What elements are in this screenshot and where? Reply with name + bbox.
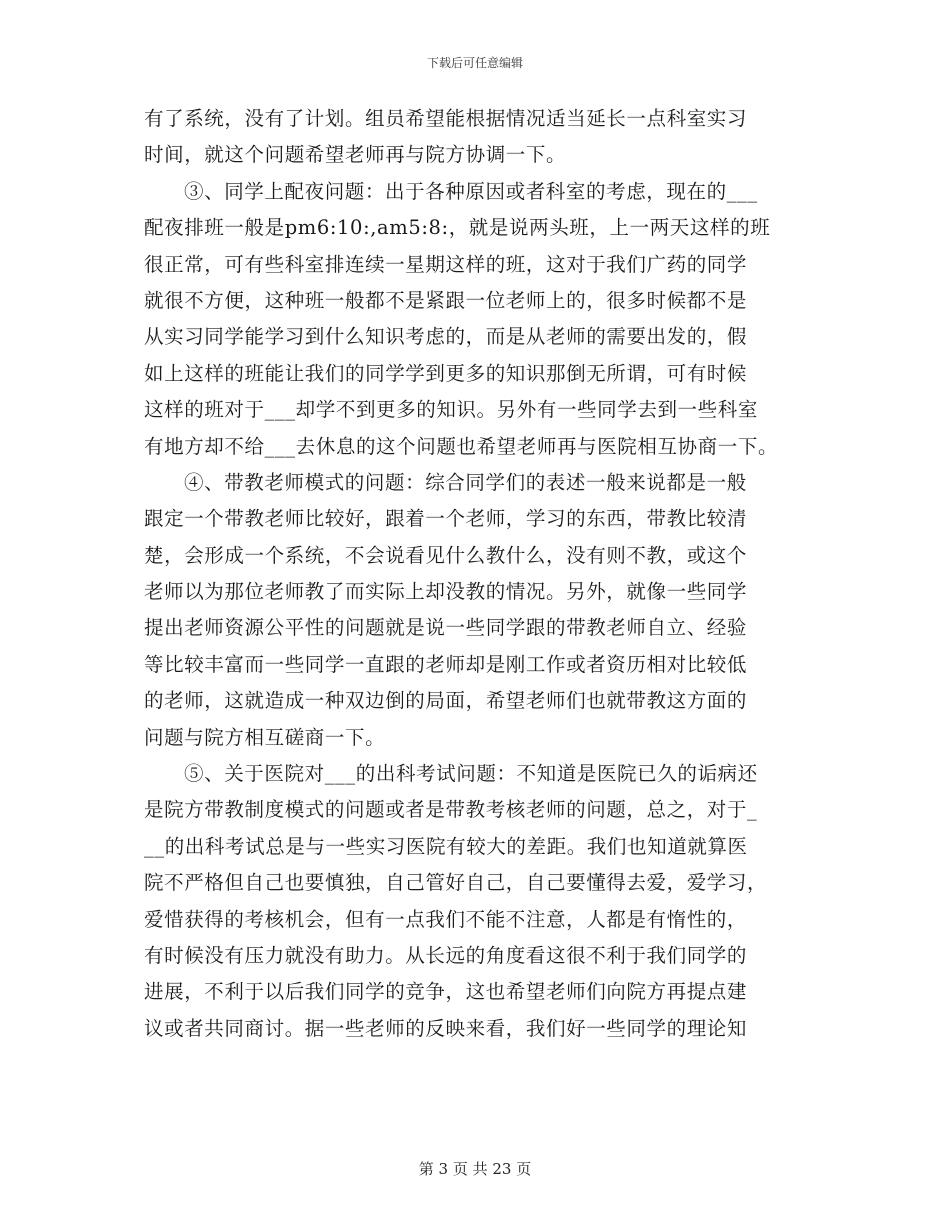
text-line: 议或者共同商讨。据一些老师的反映来看，我们好一些同学的理论知: [144, 1016, 748, 1040]
text-line: 爱惜获得的考核机会，但有一点我们不能不注意，人都是有惰性的，: [144, 907, 748, 931]
text-line: 配夜排班一般是pm6:10:,am5:8:，就是说两头班，上一两天这样的班: [144, 216, 771, 240]
text-line: __的出科考试总是与一些实习医院有较大的差距。我们也知道就算医: [144, 834, 748, 858]
text-line: 这样的班对于___却学不到更多的知识。另外有一些同学去到一些科室: [144, 398, 758, 422]
text-line: 等比较丰富而一些同学一直跟的老师却是刚工作或者资历相对比较低: [144, 652, 748, 676]
text-line: ④、带教老师模式的问题：综合同学们的表述一般来说都是一般: [184, 470, 747, 494]
text-line: 有了系统，没有了计划。组员希望能根据情况适当延长一点科室实习: [144, 107, 748, 130]
text-line: 提出老师资源公平性的问题就是说一些同学跟的带教老师自立、经验: [144, 616, 748, 640]
page-header-note: 下载后可任意编辑: [426, 56, 523, 70]
text-line: ③、同学上配夜问题：出于各种原因或者科室的考虑，现在的___: [184, 179, 758, 203]
text-line: 楚，会形成一个系统，不会说看见什么教什么，没有则不教，或这个: [144, 543, 748, 567]
text-line: 就很不方便，这种班一般都不是紧跟一位老师上的，很多时候都不是: [144, 288, 748, 312]
text-line: 有地方却不给___去休息的这个问题也希望老师再与医院相互协商一下。: [144, 434, 779, 458]
text-line: 跟定一个带教老师比较好，跟着一个老师，学习的东西，带教比较清: [144, 507, 748, 531]
text-line: ⑤、关于医院对___的出科考试问题：不知道是医院已久的诟病还: [184, 762, 758, 786]
text-line: 问题与院方相互磋商一下。: [144, 725, 386, 749]
text-line: 如上这样的班能让我们的同学学到更多的知识那倒无所谓，可有时候: [144, 361, 748, 385]
text-line: 有时候没有压力就没有助力。从长远的角度看这很不利于我们同学的: [144, 943, 748, 967]
text-line: 进展，不利于以后我们同学的竞争，这也希望老师们向院方再提点建: [144, 980, 748, 1004]
document-body: [144, 101, 814, 1047]
text-line: 时间，就这个问题希望老师再与院方协调一下。: [144, 143, 567, 167]
text-line: 从实习同学能学习到什么知识考虑的，而是从老师的需要出发的，假: [144, 325, 748, 349]
page-number: 第 3 页 共 23 页: [418, 1160, 532, 1178]
text-line: 很正常，可有些科室排连续一星期这样的班，这对于我们广药的同学: [144, 252, 748, 276]
text-line: 的老师，这就造成一种双边倒的局面，希望老师们也就带教这方面的: [144, 689, 748, 713]
text-line: 老师以为那位老师教了而实际上却没教的情况。另外，就像一些同学: [144, 580, 748, 604]
text-line: 院不严格但自己也要慎独，自己管好自己，自己要懂得去爱，爱学习，: [144, 871, 768, 895]
text-line: 是院方带教制度模式的问题或者是带教考核老师的问题，总之，对于_: [144, 798, 758, 822]
